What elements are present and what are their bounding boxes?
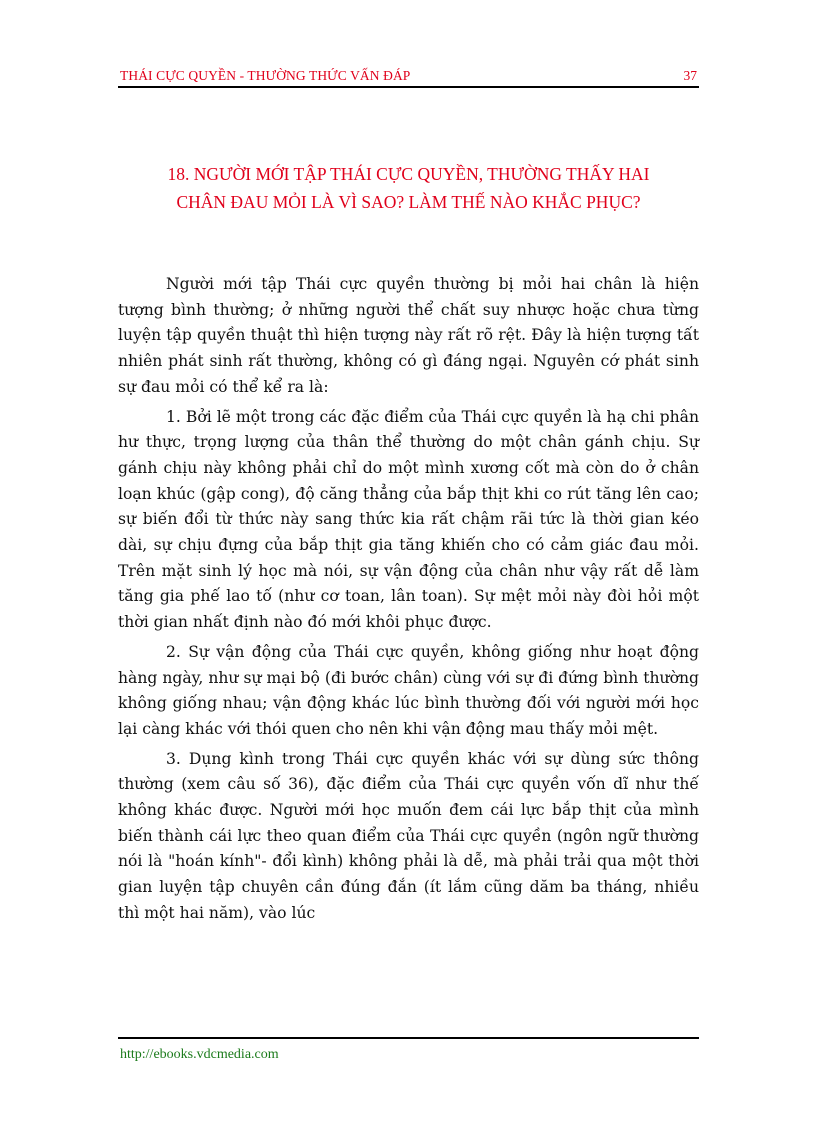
running-header-title: THÁI CỰC QUYỀN - THƯỜNG THỨC VẤN ĐÁP: [120, 68, 411, 83]
section-heading-line-1: 18. NGƯỜI MỚI TẬP THÁI CỰC QUYỀN, THƯỜNG THẤY HAI: [167, 164, 650, 184]
paragraph-reason-2: 2. Sự vận động của Thái cực quyền, không giống như hoạt động hàng ngày, như sự mại bộ (đi bước chân) cùng với sự đi đứng bình thường không giống nhau; vận động khác lúc bình thường đối với người mới học lại càng khác với thói quen cho nên khi vận động mau thấy mỏi mệt.: [118, 642, 699, 738]
footer-link[interactable]: http://ebooks.vdcmedia.com: [120, 1047, 279, 1062]
paragraph-intro: Người mới tập Thái cực quyền thường bị mỏi hai chân là hiện tượng bình thường; ở những người thể chất suy nhược hoặc chưa từng luyện tập quyền thuật thì hiện tượng này rất rõ rệt. Đây là hiện tượng tất nhiên phát sinh rất thường, không có gì đáng ngại. Nguyên cớ phát sinh sự đau mỏi có thể kể ra là:: [118, 275, 699, 396]
paragraph-reason-1: 1. Bởi lẽ một trong các đặc điểm của Thái cực quyền là hạ chi phân hư thực, trọng lượng của thân thể thường do một chân gánh chịu. Sự gánh chịu này không phải chỉ do một mình xương cốt mà còn do ở chân loạn khúc (gập cong), độ căng thẳng của bắp thịt khi co rút tăng lên cao; sự biến đổi từ thức này sang thức kia rất chậm rãi tức là thời gian kéo dài, sự chịu đựng của bắp thịt gia tăng khiến cho có cảm giác đau mỏi. Trên mặt sinh lý học mà nói, sự vận động của chân như vậy rất dễ làm tăng gia phế lao tố (như cơ toan, lân toan). Sự mệt mỏi này đòi hỏi một thời gian nhất định nào đó mới khôi phục được.: [118, 407, 699, 632]
body-text: [118, 272, 699, 927]
page-number: 37: [683, 68, 697, 83]
page-footer: [118, 1037, 699, 1063]
section-heading-line-2: CHÂN ĐAU MỎI LÀ VÌ SAO? LÀM THẾ NÀO KHẮC PHỤC?: [176, 192, 641, 212]
section-heading: [118, 160, 699, 216]
paragraph-reason-3: 3. Dụng kình trong Thái cực quyền khác với sự dùng sức thông thường (xem câu số 36), đặc điểm của Thái cực quyền vốn dĩ như thế không khác được. Người mới học muốn đem cái lực bắp thịt của mình biến thành cái lực theo quan điểm của Thái cực quyền (ngôn ngữ thường nói là "hoán kính"- đổi kình) không phải là dễ, mà phải trải qua một thời gian luyện tập chuyên cần đúng đắn (ít lắm cũng dăm ba tháng, nhiều thì một hai năm), vào lúc: [118, 749, 699, 922]
running-header: [118, 66, 699, 88]
